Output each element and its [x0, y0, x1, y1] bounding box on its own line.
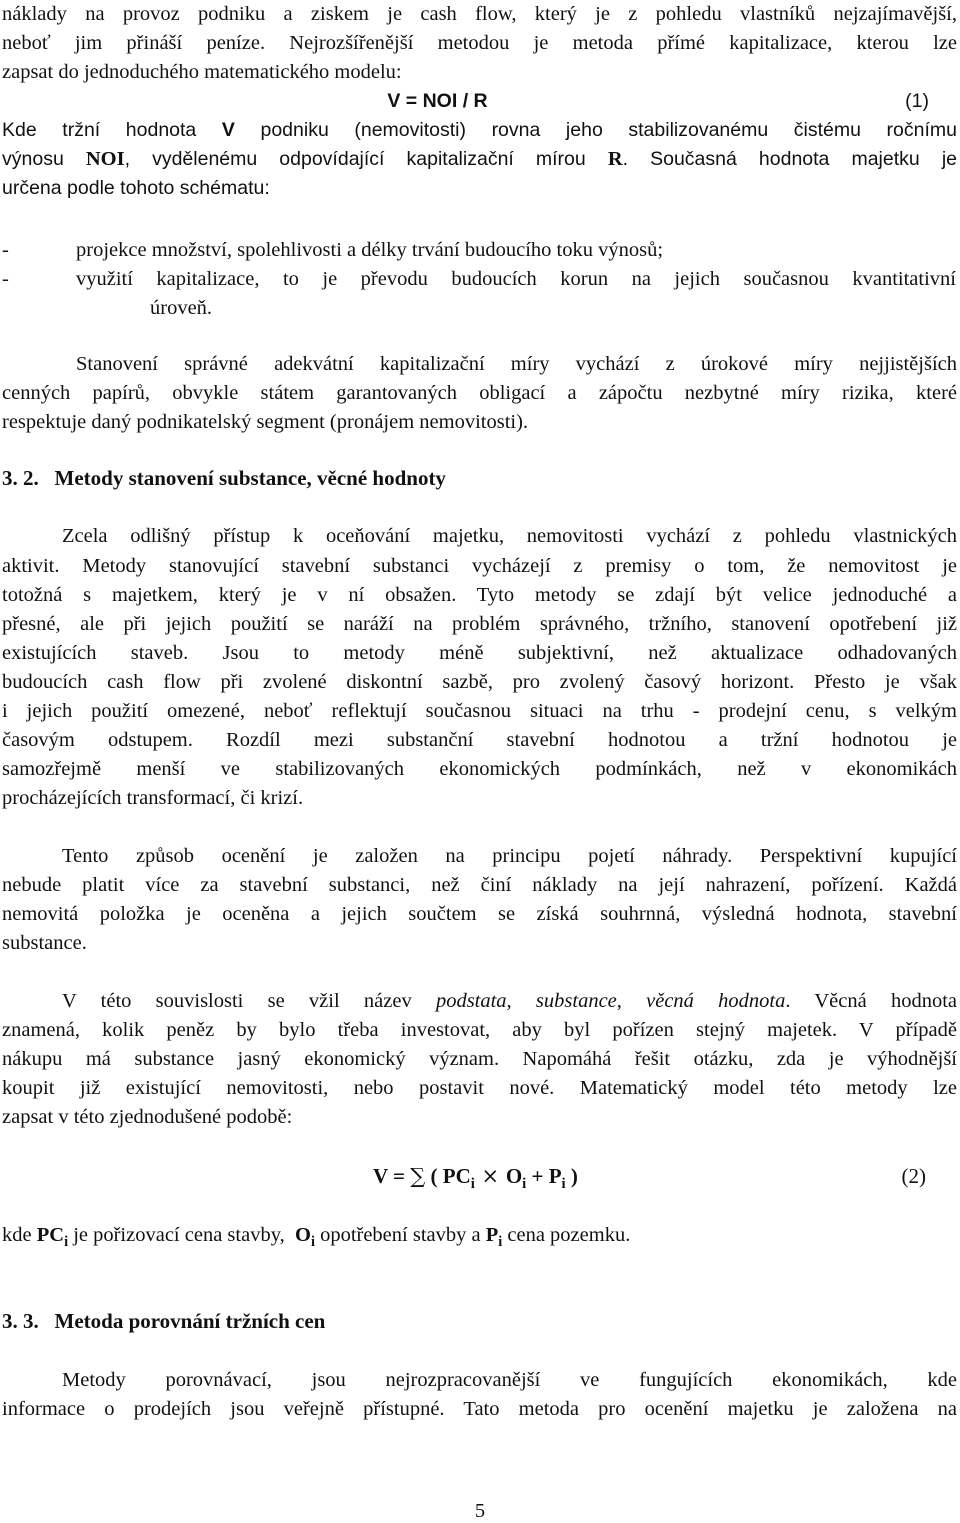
list-item-text: využití kapitalizace, to je převodu budoucích korun na jejich současnou kvantitativní: [76, 268, 956, 290]
text-span: cena pozemku.: [502, 1224, 631, 1246]
italic-term: podstata, substance, věcná hodnota: [435, 990, 786, 1012]
symbol-v: V: [221, 119, 235, 141]
text-span: opotřebení stavby a: [314, 1224, 486, 1246]
subscript: i: [310, 1234, 315, 1251]
symbol-o: O: [294, 1224, 311, 1246]
text-line: nebude platit více za stavební substanci, než činí náklady na její nahrazení, pořízení. Každá: [2, 874, 957, 896]
formula-legend: [2, 1221, 957, 1250]
sum-symbol: ∑: [410, 1164, 426, 1188]
text-line: Zcela odlišný přístup k oceňování majetku, nemovitosti vychází z pohledu vlastnických: [62, 525, 957, 547]
text-line: [2, 116, 957, 145]
text-line: znamená, kolik peněz by bylo třeba investovat, aby byl pořízen stejný majetek. V případě: [2, 1019, 957, 1041]
text-line: budoucích cash flow při zvolené diskontní sazbě, pro zvolený časový horizont. Přesto je však: [2, 671, 957, 693]
text-line: [2, 145, 957, 174]
text-line: nákupu má substance jasný ekonomický význam. Napomáhá řešit otázku, zda je výhodnější: [2, 1048, 957, 1070]
subscript: i: [498, 1234, 503, 1251]
text-line: substance.: [2, 932, 87, 954]
list-item-text: projekce množství, spolehlivosti a délky trvání budoucího toku výnosů;: [76, 239, 664, 261]
list-dash: -: [2, 239, 9, 261]
text-line: přesné, ale při jejich použití se naráží na problém správného, tržního, stanovení opotřebení již: [2, 613, 957, 635]
symbol-noi: NOI: [85, 148, 125, 170]
symbol-r: R: [607, 148, 623, 170]
text-line: [62, 987, 957, 1016]
times-symbol: ×: [474, 1164, 506, 1188]
text-line: totožná s majetkem, který je v ní obsažen. Tyto metody se zdají být velice jednoduché a: [2, 584, 957, 606]
page-number: 5: [474, 1500, 486, 1522]
list-item-text: úroveň.: [150, 297, 213, 319]
formula-lhs: V =: [373, 1164, 411, 1188]
text-line: existujících staveb. Jsou to metody méně subjektivní, než aktualizace odhadovaných: [2, 642, 957, 664]
text-span: podniku (nemovitosti) rovna jeho stabilizovanému čistému ročnímu: [234, 119, 957, 141]
text-line: nemovitá položka je oceněna a jejich součtem se získá souhrnná, výsledná hodnota, stavební: [2, 903, 957, 925]
formula-term: ( PC: [425, 1164, 471, 1188]
text-line: Metody porovnávací, jsou nejrozpracovanější ve fungujících ekonomikách, kde: [62, 1369, 957, 1391]
text-line: neboť jim přináší peníze. Nejrozšířenější metodou je metoda přímé kapitalizace, kterou lze: [2, 32, 957, 54]
symbol-pc: PC: [36, 1224, 65, 1246]
text-span: , vydělenému odpovídající kapitalizační mírou: [124, 148, 608, 170]
text-line: zapsat do jednoduchého matematického modelu:: [2, 61, 402, 83]
subscript: i: [522, 1176, 527, 1193]
text-line: cenných papírů, obvykle státem garantovaných obligací a zápočtu nezbytné míry rizika, které: [2, 382, 957, 404]
formula-term: + P: [526, 1164, 562, 1188]
list-item: [0, 265, 960, 294]
section-heading: 3. 2. Metody stanovení substance, věcné hodnoty: [2, 466, 446, 490]
text-line: koupit již existující nemovitosti, nebo postavit nové. Matematický model této metody lze: [2, 1077, 957, 1099]
formula-2-expression: [373, 1162, 578, 1191]
section-heading: 3. 3. Metoda porovnání tržních cen: [2, 1309, 326, 1333]
formula-1: [0, 87, 960, 116]
text-span: Kde tržní hodnota: [2, 119, 222, 141]
formula-term: O: [505, 1164, 523, 1188]
text-span: . Současná hodnota majetku je: [622, 148, 957, 170]
formula-2-number: (2): [901, 1164, 926, 1188]
list-item-continuation: [0, 294, 960, 323]
formula-1-number: (1): [905, 90, 929, 112]
text-line: Stanovení správné adekvátní kapitalizační míry vychází z úrokové míry nejjistějších: [76, 353, 957, 375]
list-item: [0, 236, 960, 265]
text-span: je pořizovací cena stavby,: [68, 1224, 295, 1246]
text-line: náklady na provoz podniku a ziskem je cash flow, který je z pohledu vlastníků nejzajímavější,: [2, 3, 957, 25]
bullet-list: [0, 236, 960, 323]
text-line: samozřejmě menší ve stabilizovaných ekonomických podmínkách, než v ekonomikách: [2, 758, 957, 780]
subscript: i: [561, 1176, 566, 1193]
text-span: kde: [2, 1224, 37, 1246]
text-line: aktivit. Metody stanovující stavební substanci vycházejí z premisy o tom, že nemovitost je: [2, 555, 957, 577]
text-line: časovým odstupem. Rozdíl mezi substanční stavební hodnotou a tržní hodnotou je: [2, 729, 957, 751]
text-line: respektuje daný podnikatelský segment (pronájem nemovitosti).: [2, 411, 529, 433]
text-line: informace o prodejích jsou veřejně přístupné. Tato metoda pro ocenění majetku je založena na: [2, 1398, 957, 1420]
text-line: Tento způsob ocenění je založen na principu pojetí náhrady. Perspektivní kupující: [62, 845, 957, 867]
text-line: zapsat v této zjednodušené podobě:: [2, 1106, 293, 1128]
formula-term: ): [565, 1164, 578, 1188]
text-span: výnosu: [2, 148, 86, 170]
text-line: určena podle tohoto schématu:: [2, 177, 270, 199]
text-span: V této souvislosti se vžil název: [62, 990, 436, 1012]
text-line: i jejich použití omezené, neboť reflektují současnou situaci na trhu - prodejní cenu, s velkým: [2, 700, 957, 722]
text-line: procházejících transformací, či krizí.: [2, 787, 304, 809]
subscript: i: [470, 1176, 475, 1193]
symbol-p: P: [485, 1224, 499, 1246]
text-span: . Věcná hodnota: [785, 990, 957, 1012]
subscript: i: [64, 1234, 69, 1251]
formula-1-expression: V = NOI / R: [387, 90, 488, 112]
list-dash: -: [2, 268, 9, 290]
